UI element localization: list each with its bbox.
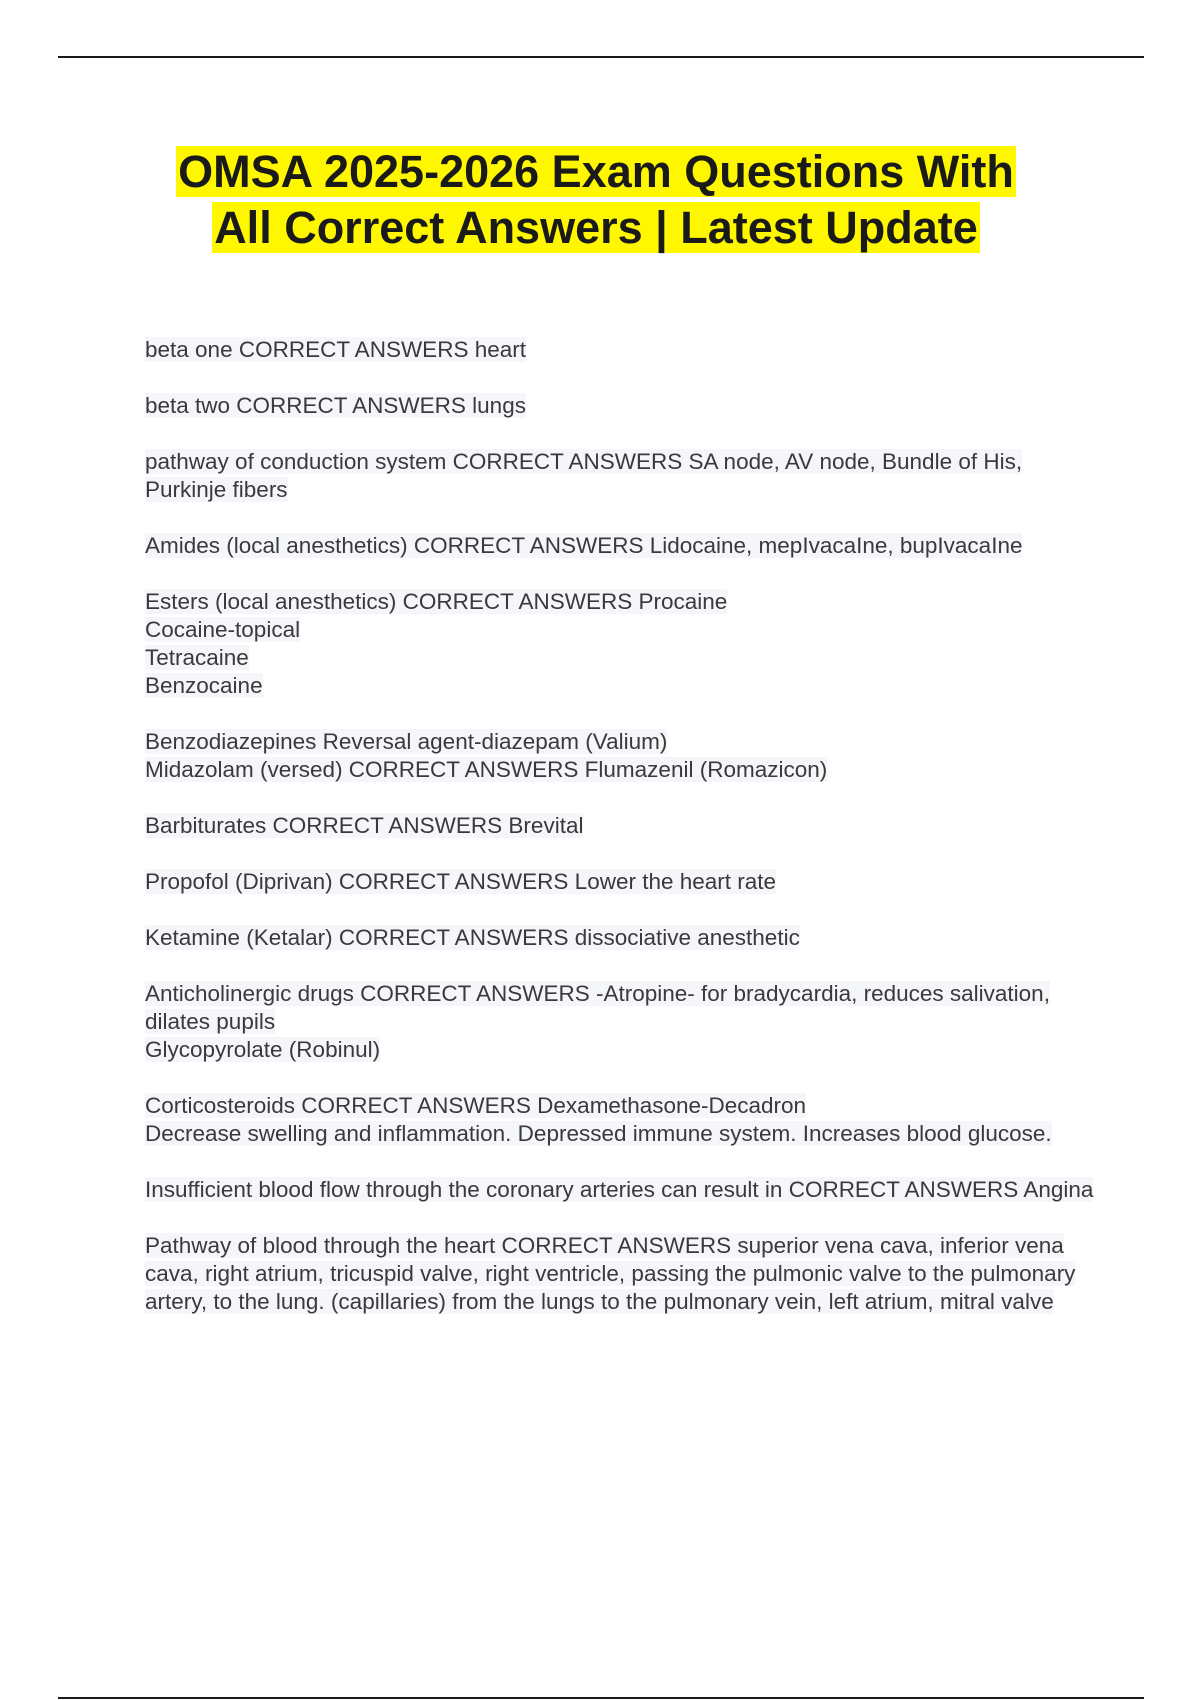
qa-entry-text: beta one CORRECT ANSWERS heart xyxy=(145,337,526,362)
page-title xyxy=(146,144,1046,256)
qa-entry-text: Propofol (Diprivan) CORRECT ANSWERS Lower the heart rate xyxy=(145,869,777,894)
qa-entry xyxy=(145,924,1095,952)
qa-entry-text: beta two CORRECT ANSWERS lungs xyxy=(145,393,526,418)
bottom-rule xyxy=(58,1697,1144,1699)
qa-entry xyxy=(145,980,1095,1064)
qa-entry-text: pathway of conduction system CORRECT ANSWERS SA node, AV node, Bundle of His, Purkinje fibers xyxy=(145,449,1023,502)
qa-entry xyxy=(145,812,1095,840)
top-rule xyxy=(58,56,1144,58)
qa-entry-text: Amides (local anesthetics) CORRECT ANSWERS Lidocaine, mepIvacaIne, bupIvacaIne xyxy=(145,533,1023,558)
qa-entry-text: Corticosteroids CORRECT ANSWERS Dexamethasone-Decadron Decrease swelling and inflammation. Depressed immune system. Increases blood glucose. xyxy=(145,1093,1052,1146)
qa-list xyxy=(145,336,1095,1344)
qa-entry xyxy=(145,1092,1095,1148)
qa-entry-text: Ketamine (Ketalar) CORRECT ANSWERS dissociative anesthetic xyxy=(145,925,800,950)
qa-entry-text: Benzodiazepines Reversal agent-diazepam (Valium) Midazolam (versed) CORRECT ANSWERS Flumazenil (Romazicon) xyxy=(145,729,828,782)
qa-entry-text: Anticholinergic drugs CORRECT ANSWERS -Atropine- for bradycardia, reduces salivation, dilates pupils Glycopyrolate (Robinul) xyxy=(145,981,1050,1062)
page-title-text: OMSA 2025-2026 Exam Questions With All Correct Answers | Latest Update xyxy=(178,146,1014,253)
qa-entry xyxy=(145,728,1095,784)
qa-entry xyxy=(145,868,1095,896)
qa-entry xyxy=(145,392,1095,420)
qa-entry xyxy=(145,532,1095,560)
qa-entry xyxy=(145,336,1095,364)
qa-entry-text: Pathway of blood through the heart CORRECT ANSWERS superior vena cava, inferior vena cava, right atrium, tricuspid valve, right ventricle, passing the pulmonic valve to the pulmonary artery, to the lung. (capillaries) from the lungs to the pulmonary vein, left atrium, mitral valve xyxy=(145,1233,1076,1314)
qa-entry-text: Esters (local anesthetics) CORRECT ANSWERS Procaine Cocaine-topical Tetracaine Benzocaine xyxy=(145,589,728,698)
qa-entry xyxy=(145,588,1095,700)
title-block xyxy=(146,144,1046,256)
qa-entry xyxy=(145,448,1095,504)
qa-entry xyxy=(145,1232,1095,1316)
qa-entry-text: Insufficient blood flow through the coronary arteries can result in CORRECT ANSWERS Angina xyxy=(145,1177,1094,1202)
qa-entry xyxy=(145,1176,1095,1204)
qa-entry-text: Barbiturates CORRECT ANSWERS Brevital xyxy=(145,813,584,838)
